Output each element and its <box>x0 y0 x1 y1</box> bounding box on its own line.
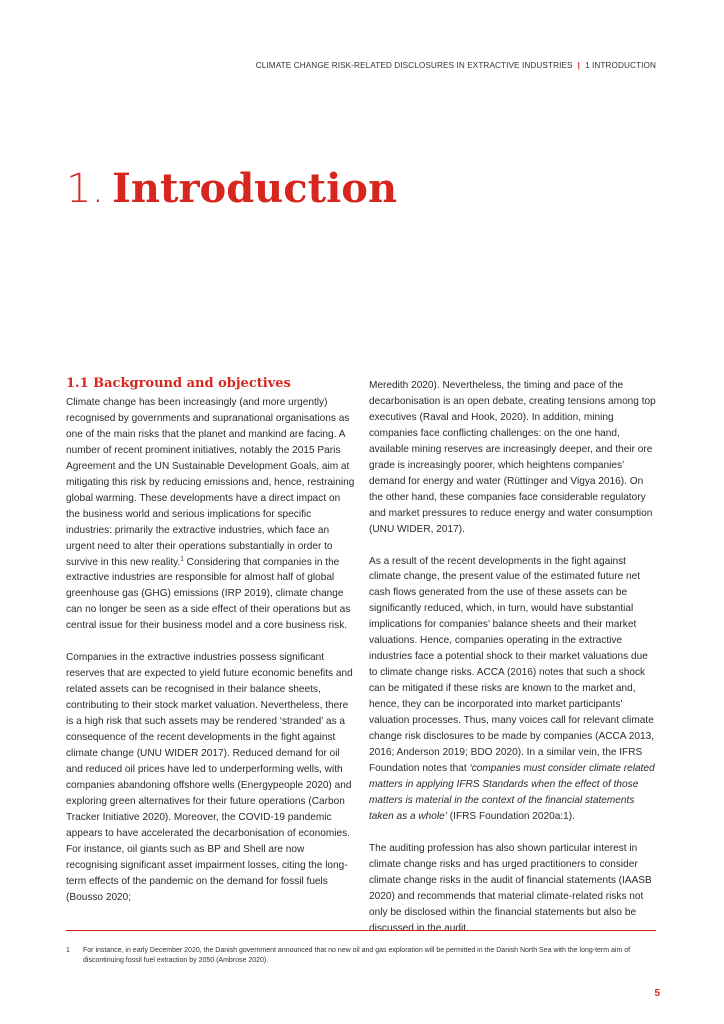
paragraph-4-text-b: (IFRS Foundation 2020a:1). <box>447 810 575 822</box>
section-heading: 1.1 Background and objectives <box>66 376 291 391</box>
paragraph-4-text-a: As a result of the recent developments in the fight against climate change, the present value of the estimated future net cash flows generated from the use of these assets can be significantly reduced, which, in turn, would have substantial implications for companies’ balance sheets and their market valuations. Hence, companies operating in the extractive industries face a potential shock to their market valuations due to climate change risks. ACCA (2016) notes that such a shock can be mitigated if these risks are known to the market and, hence, they can be incorporated into market participants’ valuation processes. Thus, many voices call for relevant climate change risk disclosures to be made by companies (ACCA 2013, 2016; Anderson 2019; BDO 2020). In a similar vein, the IFRS Foundation notes that <box>369 555 655 774</box>
chapter-title-text: Introduction <box>112 165 398 212</box>
page-number: 5 <box>654 988 660 999</box>
chapter-title <box>66 163 397 215</box>
footnote-ref[interactable]: 1 <box>180 555 184 563</box>
footnote-number: 1 <box>66 947 70 954</box>
paragraph-2: Companies in the extractive industries possess significant reserves that are expected to yield future economic benefits and related assets can be recognised in their balance sheets, contributing to their stock market valuation. Nevertheless, there is a high risk that such assets may be rendered ‘stranded’ as a consequence of the recent developments in the fight against climate change (UNU WIDER 2017). Reduced demand for oil and reduced oil prices have led to underperforming wells, with companies abandoning offshore wells (Energypeople 2020) and exploring green alternatives for their future operations (Carbon Tracker Initiative 2020). Moreover, the COVID-19 pandemic appears to have accelerated the decarbonisation of economies. For instance, oil giants such as BP and Shell are now recognising significant asset impairment losses, citing the long-term effects of the pandemic on the demand for fossil fuels (Bousso 2020; <box>66 652 353 903</box>
paragraph-1-text-b: Considering that companies in the extractive industries are responsible for almost half of global greenhouse gas (GHG) emissions (IRP 2019), climate change can no longer be seen as a side effect of their operations but as central issue for their business model and a core business risk. <box>66 556 351 632</box>
paragraph-4 <box>369 554 659 825</box>
section-label: 1 INTRODUCTION <box>585 61 656 70</box>
chapter-number: 1. <box>66 166 105 212</box>
footnote-text: For instance, in early December 2020, the Danish government announced that no new oil and gas exploration will be permitted in the Danish North Sea with the long-term aim of discontinuing fossil fuel extraction by 2050 (Ambrose 2020). <box>83 947 631 964</box>
footnote-divider <box>66 930 656 931</box>
report-title: CLIMATE CHANGE RISK-RELATED DISCLOSURES IN EXTRACTIVE INDUSTRIES <box>255 61 573 70</box>
right-column <box>369 378 659 952</box>
paragraph-1 <box>66 395 356 634</box>
footnote <box>66 946 656 966</box>
header-separator: | <box>577 61 580 70</box>
running-header <box>256 61 656 70</box>
paragraph-3: Meredith 2020). Nevertheless, the timing and pace of the decarbonisation is an open debate, creating tensions among top executives (Raval and Hook, 2020). In addition, mining companies face conflicting challenges: on the one hand, available mining reserves are increasingly deeper, and their ore grade is increasingly poorer, which heightens companies’ demand for energy and water (Rüttinger and Vigya 2016). On the other hand, these companies face considerable regulatory and market pressures to reduce energy and water consumption (UNU WIDER, 2017). <box>369 380 656 535</box>
paragraph-5: The auditing profession has also shown particular interest in climate change risks and has urged practitioners to consider climate change risks in the audit of financial statements (IAASB 2020) and recommends that material climate-related risks not only be disclosed within the financial statements but also be discussed in the audit <box>369 842 652 934</box>
paragraph-1-text-a: Climate change has been increasingly (and more urgently) recognised by governments and supranational organisations as one of the main risks that the planet and mankind are facing. A number of recent prominent initiatives, notably the 2015 Paris Agreement and the UN Sustainable Development Goals, aim at mitigating this risk by reducing emissions and, hence, restraining global warming. These developments have a direct impact on the business world and serious implications for specific industries: primarily the extractive industries, which face an urgent need to alter their operations substantially in order to survive in this new reality. <box>66 397 355 568</box>
ifrs-quote: ‘companies must consider climate related matters in applying IFRS Standards when the effect of those matters is material in the context of the financial statements taken as a whole’ <box>369 762 655 822</box>
left-column <box>66 375 356 922</box>
